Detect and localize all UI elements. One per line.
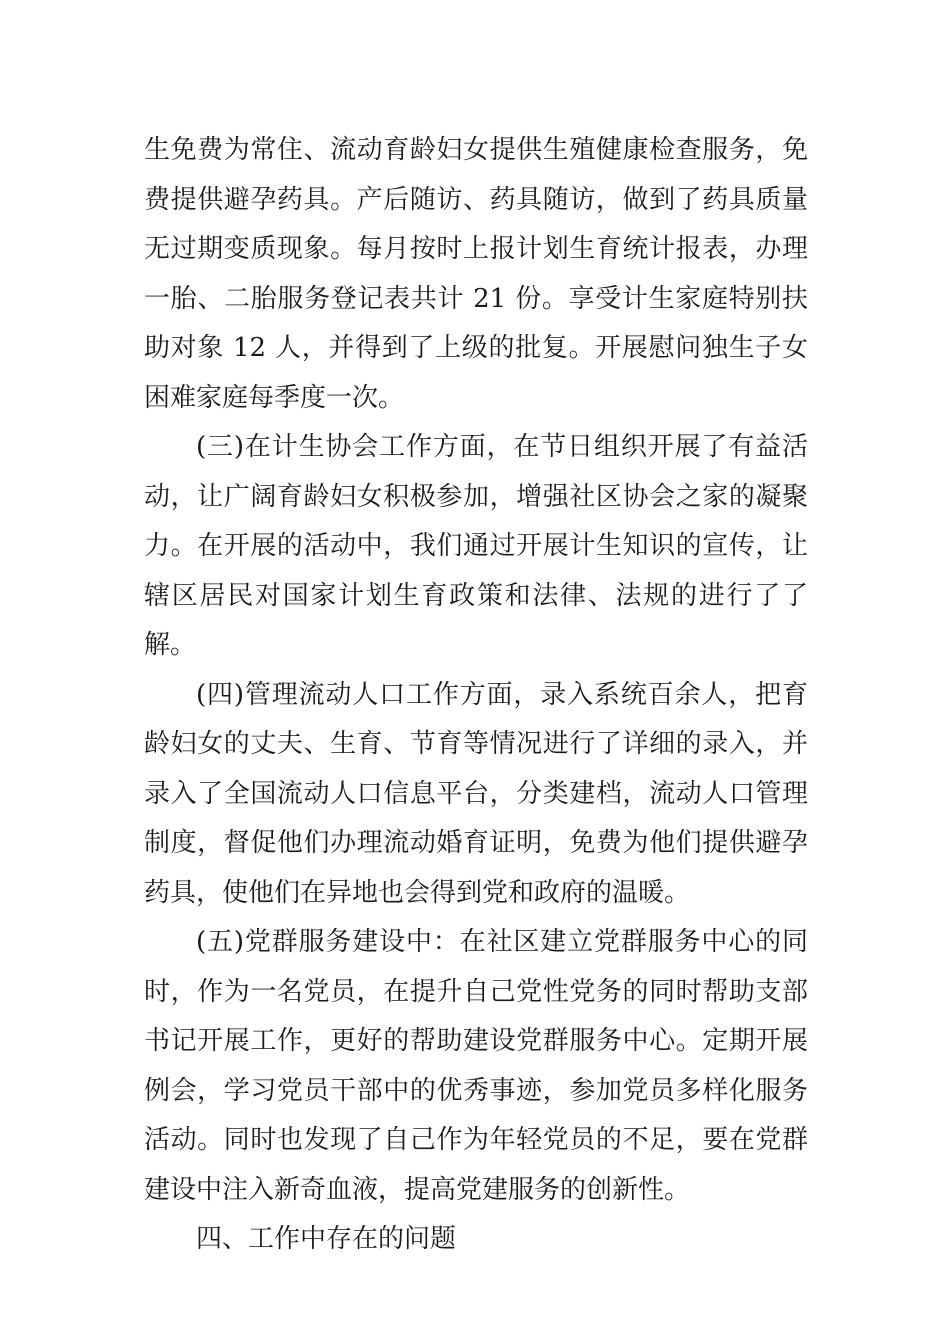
paragraph-party-service: (五)党群服务建设中：在社区建立党群服务中心的同时，作为一名党员，在提升自己党性党务的同时帮助支部书记开展工作，更好的帮助建设党群服务中心。定期开展例会，学习党员干部中的优秀事迹，参加党员多样化服务活动。同时也发现了自己作为年轻党员的不足，要在党群建设中注入新奇血液，提高党建服务的创新性。: [144, 927, 808, 1205]
document-body: [144, 126, 808, 1265]
paragraph-floating-population: (四)管理流动人口工作方面，录入系统百余人，把育龄妇女的丈夫、生育、节育等情况进行了详细的录入，并录入了全国流动人口信息平台，分类建档，流动人口管理制度，督促他们办理流动婚育证明，免费为他们提供避孕药具，使他们在异地也会得到党和政府的温暖。: [144, 679, 808, 908]
paragraph-family-planning-services: 生免费为常住、流动育龄妇女提供生殖健康检查服务，免费提供避孕药具。产后随访、药具随访，做到了药具质量无过期变质现象。每月按时上报计划生育统计报表，办理一胎、二胎服务登记表共计 21 份。享受计生家庭特别扶助对象 12 人，并得到了上级的批复。开展慰问独生子女困难家庭每季度一次。: [144, 135, 808, 413]
paragraph-association-work: (三)在计生协会工作方面，在节日组织开展了有益活动，让广阔育龄妇女积极参加，增强社区协会之家的凝聚力。在开展的活动中，我们通过开展计生知识的宣传，让辖区居民对国家计划生育政策和法律、法规的进行了了解。: [144, 432, 808, 660]
section-heading: 四、工作中存在的问题: [196, 1224, 457, 1254]
